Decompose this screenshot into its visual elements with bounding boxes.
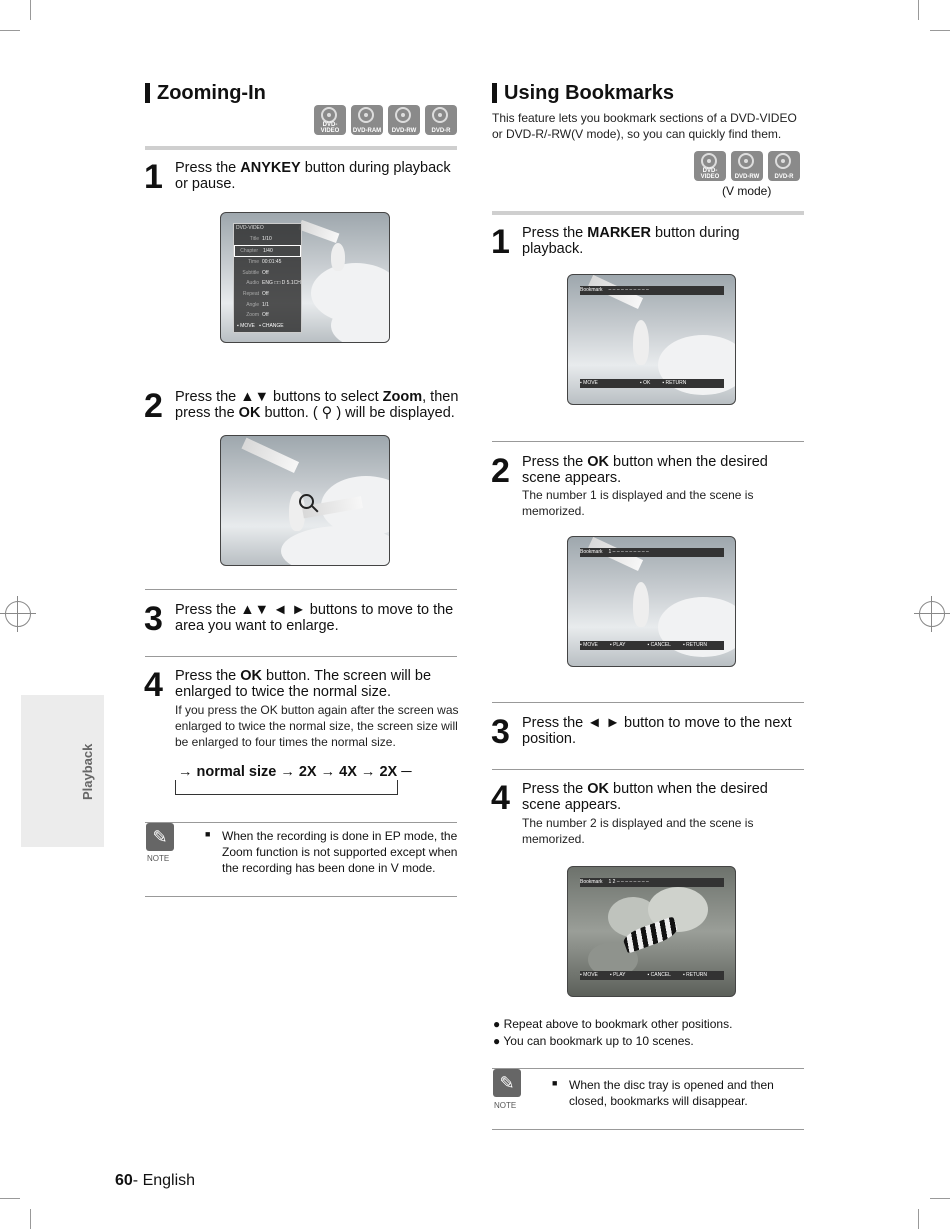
osd-row-value: ENG □□ D 5.1CH (262, 280, 301, 287)
step-number: 1 (491, 223, 510, 261)
disc-icon: DVD-RW (388, 105, 420, 135)
divider (492, 1068, 804, 1069)
side-tab-label: Playback (80, 743, 95, 800)
divider (492, 702, 804, 703)
crop-mark (930, 30, 950, 31)
osd-row (234, 289, 301, 300)
step-instruction: Press the ▲▼ buttons to select Zoom, then press the OK button. ( ⚲ ) will be displayed. (175, 389, 459, 421)
osd-row-value: Off (262, 290, 269, 297)
note-icon: ✎ (493, 1069, 521, 1097)
osd-row-value: 00:01:45 (262, 259, 282, 266)
osd-row-label: Angle (246, 301, 259, 308)
bookmark-bar: Bookmark 1 2 – – – – – – – – (580, 878, 724, 887)
v-mode-label: (V mode) (722, 184, 772, 198)
osd-row (234, 310, 301, 321)
disc-icon: DVD-RAM (351, 105, 383, 135)
note-icon: ✎ (146, 823, 174, 851)
step-instruction: Press the OK button when the desired scene appears. (522, 781, 768, 813)
osd-row (234, 300, 301, 311)
osd-row (234, 245, 301, 258)
osd-row (234, 234, 301, 245)
bullet-square: ■ (205, 829, 211, 839)
zoom-cycle-label: → normal size → 2X → 4X → 2X ─ (175, 764, 415, 780)
page-number: 60 (115, 1172, 133, 1189)
list-item: ● You can bookmark up to 10 scenes. (493, 1034, 694, 1048)
crop-mark (918, 1209, 919, 1229)
crop-mark (0, 1198, 20, 1199)
section-title-using-bookmarks: Using Bookmarks (492, 81, 674, 105)
osd-row-value: Off (262, 269, 269, 276)
osd-row (234, 268, 301, 279)
step-instruction: Press the ◄ ► button to move to the next position. (522, 715, 792, 747)
osd-row-label: Title (249, 236, 259, 242)
screen-footer: ▪ MOVE ▪ PLAY ▪ CANCEL ▪ RETURN (580, 641, 724, 650)
disc-type-icons (694, 151, 800, 181)
osd-row-label: Chapter (240, 247, 258, 254)
step-detail: If you press the OK button again after the screen was enlarged to twice the normal size, the screen size will be enlarged to four times the normal size. (175, 703, 459, 749)
step-number: 1 (144, 158, 163, 196)
crop-mark (0, 30, 20, 31)
osd-row-label: Time (248, 259, 259, 266)
screen-footer: ▪ MOVE ▪ OK ▪ RETURN (580, 379, 724, 388)
osd-row-value: 1/1 (262, 301, 269, 308)
screen-image-bookmark-empty (567, 274, 736, 405)
list-item: ● Repeat above to bookmark other positions. (493, 1017, 733, 1031)
screen-image-bookmark-1 (567, 536, 736, 667)
note-label: NOTE (494, 1101, 517, 1110)
step-detail: The number 2 is displayed and the scene is memorized. (522, 816, 754, 846)
intro-text: This feature lets you bookmark sections of a DVD-VIDEO or DVD-R/-RW(V mode), so you can quickly find them. (492, 111, 797, 141)
divider (492, 769, 804, 770)
osd-row-value: 1/40 (263, 247, 273, 254)
divider (145, 896, 457, 897)
osd-row-value: Off (262, 312, 269, 319)
osd-row (234, 257, 301, 268)
step-instruction: Press the OK button. The screen will be enlarged to twice the normal size. (175, 668, 432, 700)
osd-row-label: Subtitle (242, 269, 259, 276)
step-instruction: Press the ▲▼ ◄ ► buttons to move to the area you want to enlarge. (175, 602, 454, 634)
registration-mark (914, 596, 950, 632)
disc-icon: DVD-R (768, 151, 800, 181)
bookmark-bar: Bookmark – – – – – – – – – – (580, 286, 724, 295)
crop-mark (918, 0, 919, 20)
crop-mark (30, 1209, 31, 1229)
screen-image-zoom (220, 435, 390, 566)
osd-row-label: Zoom (246, 312, 259, 319)
divider (145, 589, 457, 590)
step-number: 2 (144, 387, 163, 425)
disc-icon: DVD-VIDEO (314, 105, 346, 135)
note-label: NOTE (147, 854, 170, 863)
bullet-list (493, 1016, 732, 1050)
divider (492, 1129, 804, 1130)
step-instruction: Press the ANYKEY button during playback or pause. (175, 160, 451, 192)
osd-row-label: Repeat (242, 290, 259, 297)
step-instruction: Press the OK button when the desired scene appears. (522, 454, 768, 486)
bullet-square: ■ (552, 1078, 558, 1088)
divider (492, 211, 804, 215)
divider (492, 441, 804, 442)
step-number: 3 (491, 713, 510, 751)
disc-type-icons (314, 105, 457, 135)
osd-info-panel: DVD-VIDEO Title 1/10 Chapter 1/40 Time 00:01:45 Subtitle Off Audio ENG □□ D 5.1CH Repeat Off Angle 1/1 Zoom Off ▪ MOVE ▪ CHANGE (233, 223, 302, 333)
divider (145, 146, 457, 150)
bookmark-bar: Bookmark 1 – – – – – – – – – (580, 548, 724, 557)
step-number: 2 (491, 452, 510, 490)
step-detail: The number 1 is displayed and the scene is memorized. (522, 488, 754, 518)
step-instruction: Press the MARKER button during playback. (522, 225, 740, 257)
registration-mark (0, 596, 36, 632)
screen-footer: ▪ MOVE ▪ PLAY ▪ CANCEL ▪ RETURN (580, 971, 724, 980)
step-number: 4 (491, 779, 510, 817)
page-footer (115, 1172, 195, 1190)
screen-image-info-menu (220, 212, 390, 343)
disc-icon: DVD-VIDEO (694, 151, 726, 181)
step-number: 4 (144, 666, 163, 704)
disc-icon: DVD-RW (731, 151, 763, 181)
section-title-zooming-in: Zooming-In (145, 81, 266, 105)
osd-row-label: Audio (246, 280, 259, 287)
crop-mark (30, 0, 31, 20)
note-text: When the disc tray is opened and then closed, bookmarks will disappear. (569, 1078, 774, 1108)
step-number: 3 (144, 600, 163, 638)
osd-row (234, 278, 301, 289)
crop-mark (930, 1198, 950, 1199)
divider (145, 656, 457, 657)
divider (145, 822, 457, 823)
disc-icon: DVD-R (425, 105, 457, 135)
note-text: When the recording is done in EP mode, the Zoom function is not supported except when the recording has been done in V mode. (222, 829, 458, 875)
screen-image-bookmark-2 (567, 866, 736, 997)
osd-row-value: 1/10 (262, 236, 272, 242)
page-language: - English (132, 1172, 196, 1189)
